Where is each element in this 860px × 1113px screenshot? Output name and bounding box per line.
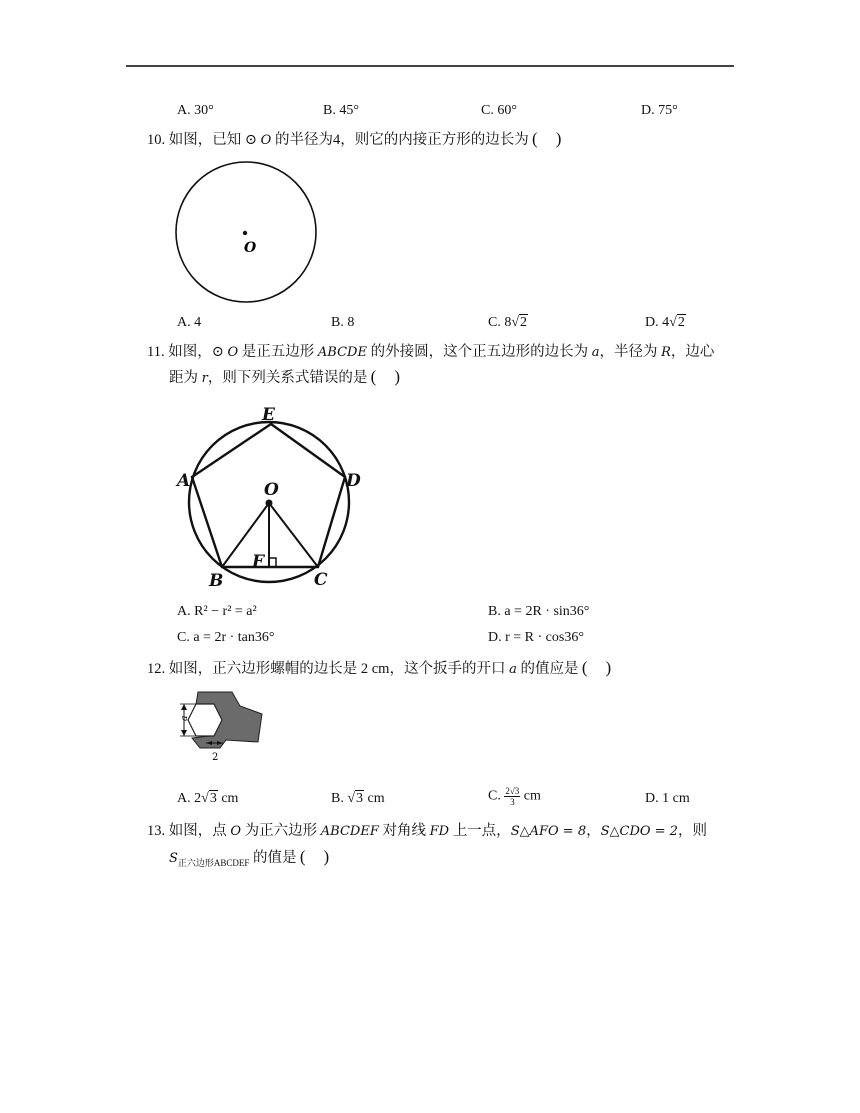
area-afo: S△AFO = 8 xyxy=(510,824,587,839)
q12-stem: 12. 如图，正六边形螺帽的边长是 2 cm，这个扳手的开口 a 的值应是 ( ) xyxy=(147,657,614,681)
q13-stem-line2: $S_{正六边形ABCDEF}$ 的值是 ( ) xyxy=(169,846,333,874)
sqrt-sign: √ xyxy=(669,315,677,330)
label-a: A xyxy=(177,471,191,491)
q11-figure xyxy=(172,400,370,590)
q9-option-d[interactable]: D. 75° xyxy=(641,103,678,118)
center-point xyxy=(266,500,273,507)
var-o: O xyxy=(260,133,272,148)
q10-stem xyxy=(147,128,565,152)
fraction: $\frac{2√3}{3}$ xyxy=(505,786,520,807)
q10-stem-rest: 的半径为4，则它的内接正方形的边长为 xyxy=(274,132,529,148)
q9-option-b[interactable]: B. 45° xyxy=(323,103,359,118)
label-e: E xyxy=(262,405,275,425)
arrow-up xyxy=(181,704,187,710)
label-2: 2 xyxy=(212,752,219,763)
answer-blank[interactable]: ( ) xyxy=(532,129,562,148)
q11-stem-line1: 11. 如图，⊙ O 是正五边形 ABCDE 的外接圆，这个正五边形的边长为 a，半径为 R，边心 xyxy=(147,344,715,360)
center-label: O xyxy=(244,240,257,256)
label-o: O xyxy=(264,480,279,500)
area-cdo: S△CDO = 2 xyxy=(600,824,678,839)
q10-stem-text: 如图，已知 xyxy=(168,132,242,148)
q12-option-a[interactable]: A. 2√3 cm xyxy=(177,791,239,806)
circle-symbol: ⊙ xyxy=(244,132,258,148)
center-point xyxy=(243,231,247,235)
q10-number: 10. xyxy=(147,132,166,148)
q10-option-b[interactable]: B. 8 xyxy=(331,315,355,330)
label-d: D xyxy=(346,471,361,491)
q11-number: 11. xyxy=(147,344,165,360)
q11-option-d[interactable]: D. r = R · cos36° xyxy=(488,630,584,645)
q10-option-c[interactable]: C. 8√2 xyxy=(488,315,528,330)
circle-symbol: ⊙ xyxy=(211,344,224,360)
q12-option-d[interactable]: D. 1 cm xyxy=(645,791,690,806)
q12-number: 12. xyxy=(147,661,166,677)
label-a: a xyxy=(180,715,190,721)
sqrt-sign: √ xyxy=(201,791,209,806)
q12-figure xyxy=(176,688,268,766)
hexagon-nut xyxy=(188,704,222,736)
q10-option-a[interactable]: A. 4 xyxy=(177,315,202,330)
answer-blank[interactable]: ( ) xyxy=(370,367,401,386)
sqrt-sign: √ xyxy=(511,315,520,330)
subscript-hexagon: 正六边形ABCDEF xyxy=(177,857,250,868)
q11-option-a[interactable]: A. R² − r² = a² xyxy=(177,604,257,619)
right-angle-mark xyxy=(269,558,276,567)
arrow-down xyxy=(181,730,187,736)
q9-option-a[interactable]: A. 30° xyxy=(177,103,214,118)
label-b: B xyxy=(209,571,224,590)
q10-figure xyxy=(170,160,322,306)
q13-stem-line1: 13. 如图，点 O 为正六边形 ABCDEF 对角线 FD 上一点，S△AFO = 8，S△CDO = 2，则 xyxy=(147,823,707,839)
sqrt-sign: √ xyxy=(347,791,356,806)
answer-blank[interactable]: ( ) xyxy=(581,658,612,677)
label-c: C xyxy=(314,570,328,590)
answer-blank[interactable]: ( ) xyxy=(299,847,330,866)
header-rule xyxy=(126,65,734,67)
label-f: F xyxy=(252,552,265,572)
q10-option-d[interactable]: D. 4√2 xyxy=(645,315,685,330)
q9-option-c[interactable]: C. 60° xyxy=(481,103,517,118)
q11-option-b[interactable]: B. a = 2R · sin36° xyxy=(488,604,590,619)
q11-option-c[interactable]: C. a = 2r · tan36° xyxy=(177,630,275,645)
q12-option-b[interactable]: B. √3 cm xyxy=(331,791,385,806)
q13-number: 13. xyxy=(147,823,166,839)
q11-stem-line2: 距为 r，则下列关系式错误的是 ( ) xyxy=(169,366,403,390)
q12-option-c[interactable]: C. $\frac{2√3}{3}$ cm xyxy=(488,786,541,807)
